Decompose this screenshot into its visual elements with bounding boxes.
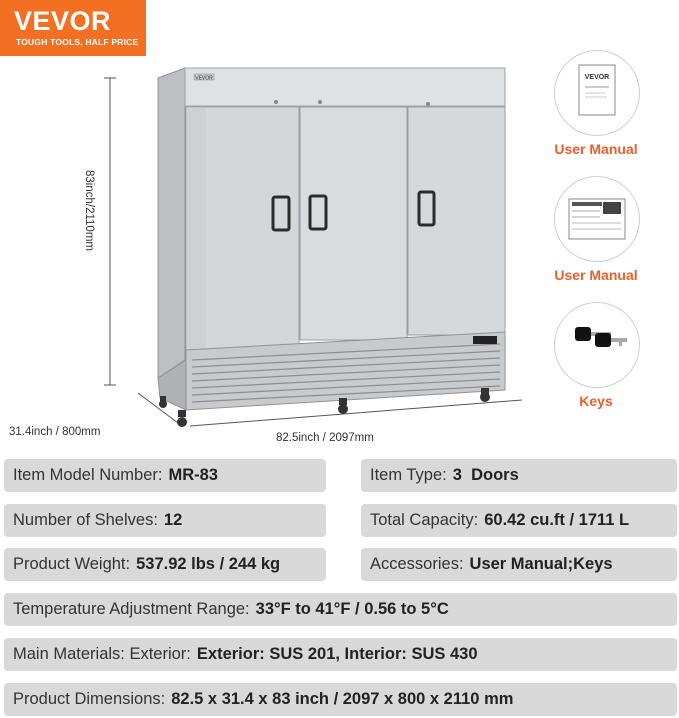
accessory-label-3: Keys xyxy=(579,393,613,409)
spec-accessories-key: Accessories: xyxy=(370,555,464,573)
product-badge: VEVOR xyxy=(195,75,213,82)
spec-model xyxy=(4,459,326,492)
spec-temperature-value: 33°F to 41°F / 0.56 to 5°C xyxy=(255,600,449,618)
spec-model-value: MR-83 xyxy=(168,466,218,484)
svg-text:VEVOR: VEVOR xyxy=(584,74,610,81)
keys-icon xyxy=(555,303,639,387)
spec-accessories-value: User Manual;Keys xyxy=(469,555,613,573)
right-door xyxy=(408,107,505,335)
spec-dimensions xyxy=(4,683,677,716)
spec-shelves-key: Number of Shelves: xyxy=(13,511,158,529)
spec-type xyxy=(361,459,677,492)
spec-weight-value: 537.92 lbs / 244 kg xyxy=(136,555,281,573)
spec-materials-key: Main Materials: Exterior: xyxy=(13,645,191,663)
vevor-logo xyxy=(0,0,146,56)
accessory-label-1: User Manual xyxy=(554,141,638,157)
spec-capacity xyxy=(361,504,677,537)
freezer-illustration xyxy=(0,60,540,440)
spec-weight xyxy=(4,548,326,581)
accessory-manual-sheet-circle xyxy=(554,176,640,262)
logo-tagline: TOUGH TOOLS, HALF PRICE xyxy=(16,37,139,47)
spec-weight-key: Product Weight: xyxy=(13,555,131,573)
spec-shelves-value: 12 xyxy=(163,511,183,529)
width-dimension-label: 82.5inch / 2097mm xyxy=(276,432,374,444)
manual-sheet-icon xyxy=(555,177,639,261)
manual-booklet-icon xyxy=(555,51,639,135)
spec-materials-value: Exterior: SUS 201, Interior: SUS 430 xyxy=(196,645,478,663)
middle-door xyxy=(300,107,407,340)
spec-dimensions-key: Product Dimensions: xyxy=(13,690,166,708)
spec-accessories xyxy=(361,548,677,581)
spec-type-value: 3 Doors xyxy=(452,466,519,484)
spec-materials xyxy=(4,638,677,671)
accessory-manual-circle xyxy=(554,50,640,136)
control-panel xyxy=(473,336,497,344)
spec-temperature-key: Temperature Adjustment Range: xyxy=(13,600,250,618)
accessory-keys-circle xyxy=(554,302,640,388)
spec-model-key: Item Model Number: xyxy=(13,466,163,484)
depth-dimension-label: 31.4inch / 800mm xyxy=(9,426,101,438)
logo-brand: VEVOR xyxy=(14,6,112,36)
spec-dimensions-value: 82.5 x 31.4 x 83 inch / 2097 x 800 x 2110 mm xyxy=(171,690,514,708)
spec-capacity-key: Total Capacity: xyxy=(370,511,479,529)
spec-capacity-value: 60.42 cu.ft / 1711 L xyxy=(484,511,630,529)
accessory-label-2: User Manual xyxy=(554,267,638,283)
spec-temperature xyxy=(4,593,677,626)
height-dimension-label: 83inch/2110mm xyxy=(83,170,95,251)
spec-shelves xyxy=(4,504,326,537)
spec-type-key: Item Type: xyxy=(370,466,447,484)
